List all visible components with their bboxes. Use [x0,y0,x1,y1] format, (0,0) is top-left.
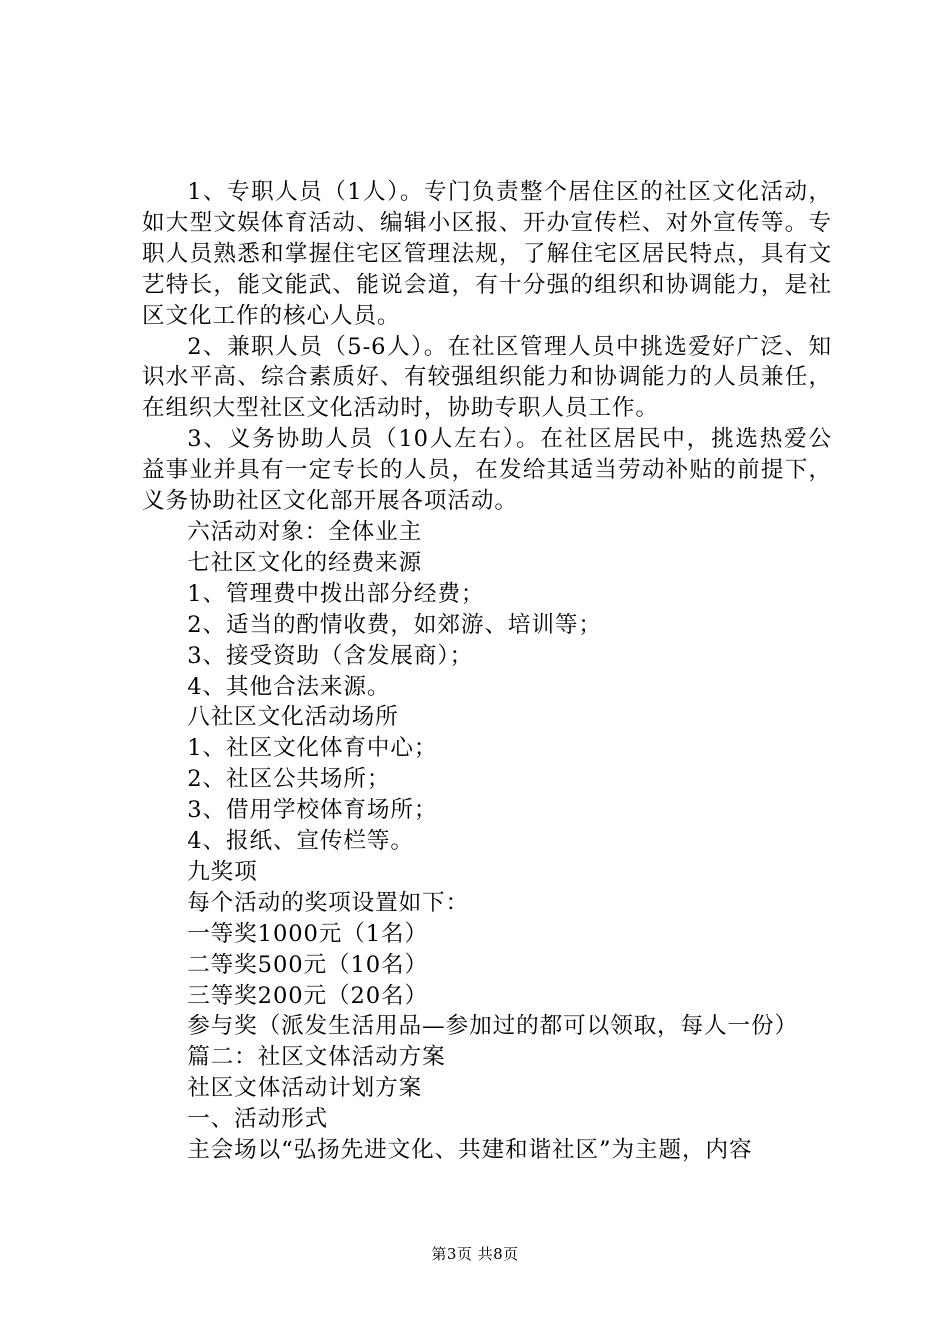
heading-venues: 八社区文化活动场所 [187,704,399,731]
heading-funding-source: 七社区文化的经费来源 [187,549,423,576]
awards-intro: 每个活动的奖项设置如下： [187,889,470,916]
list-item: 4、其他合法来源。 [187,673,391,700]
page-number-footer: 第3页 共8页 [431,1245,519,1263]
list-item: 1、管理费中拨出部分经费； [187,580,485,607]
heading-awards: 九奖项 [187,858,258,885]
list-item: 2、适当的酌情收费，如郊游、培训等； [187,611,602,638]
list-item: 1、社区文化体育中心； [187,735,438,762]
paragraph-parttime-staff: 2、兼职人员（5-6人）。在社区管理人员中挑选爱好广泛、知识水平高、综合素质好、有较强组织能力和协调能力的人员兼任，在组织大型社区文化活动时，协助专职人员工作。 [142,333,832,422]
list-item: 4、报纸、宣传栏等。 [187,828,414,855]
award-third: 三等奖200元（20名） [187,982,429,1009]
award-second: 二等奖500元（10名） [187,951,429,978]
award-first: 一等奖1000元（1名） [187,920,429,947]
list-item: 3、借用学校体育场所； [187,797,438,824]
list-item: 2、社区公共场所； [187,766,391,793]
paragraph-participation-award: 参与奖（派发生活用品—参加过的都可以领取，每人一份） [187,1013,799,1040]
heading-activity-form: 一、活动形式 [187,1106,329,1133]
heading-activity-target: 六活动对象：全体业主 [187,518,423,545]
heading-plan-title: 社区文体活动计划方案 [187,1075,423,1102]
paragraph-fulltime-staff: 1、专职人员（1人）。专门负责整个居住区的社区文化活动，如大型文娱体育活动、编辑小区报、开办宣传栏、对外宣传等。专职人员熟悉和掌握住宅区管理法规，了解住宅区居民特点，具有文艺特长，能文能武、能说会道，有十分强的组织和协调能力，是社区文化工作的核心人员。 [142,179,832,329]
list-item: 3、接受资助（含发展商）； [187,642,474,669]
document-body [142,177,832,1166]
paragraph-main-venue: 主会场以“弘扬先进文化、共建和谐社区”为主题，内容 [187,1137,753,1164]
heading-part-two: 篇二：社区文体活动方案 [187,1044,446,1071]
paragraph-volunteer-staff: 3、义务协助人员（10人左右）。在社区居民中，挑选热爱公益事业并具有一定专长的人员，在发给其适当劳动补贴的前提下，义务协助社区文化部开展各项活动。 [142,426,832,515]
